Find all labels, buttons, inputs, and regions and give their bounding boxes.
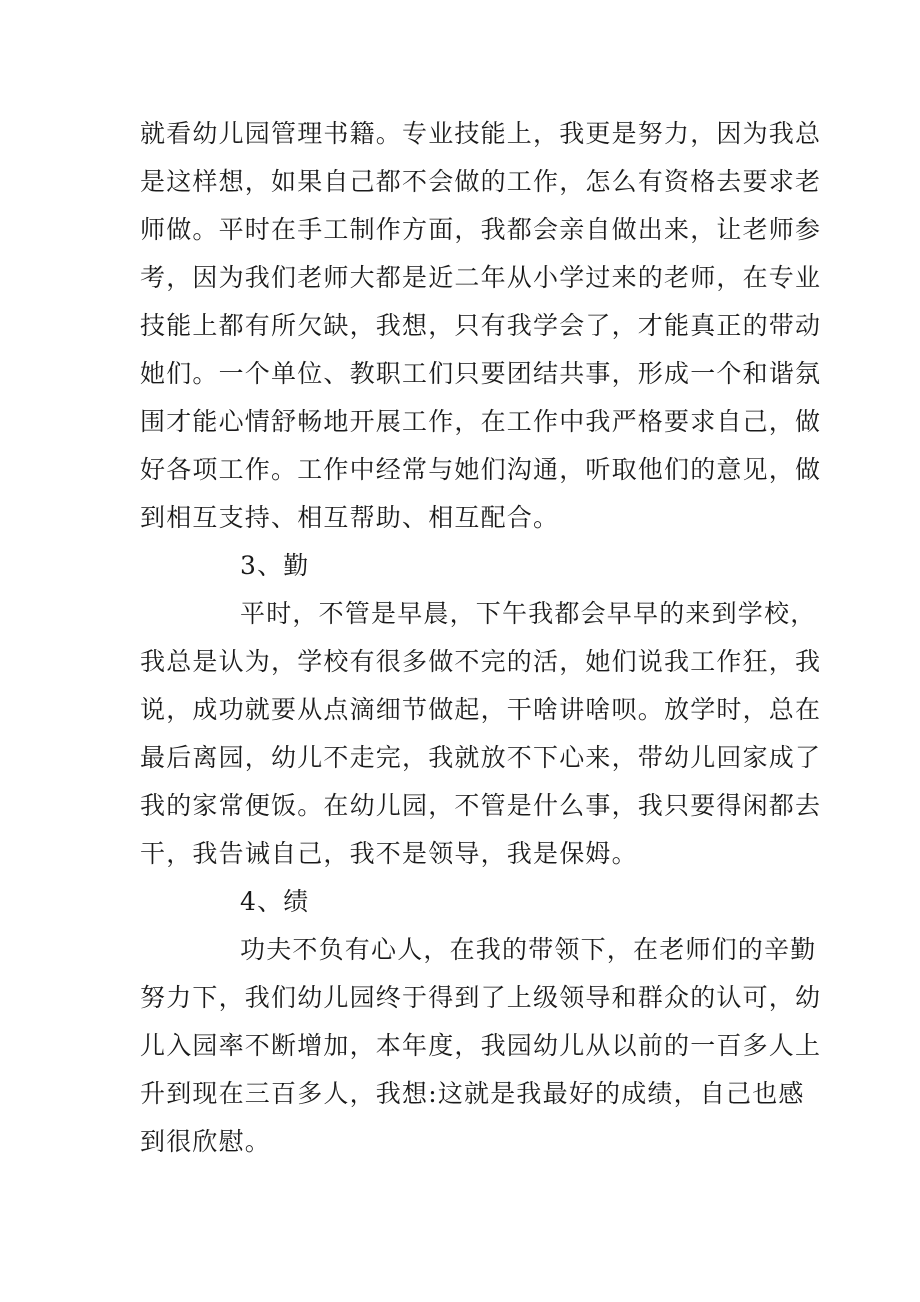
paragraph-first-line: 功夫不负有心人，在我的带领下，在老师们的辛勤 (240, 935, 817, 964)
text-line: 干，我告诫自己，我不是领导，我是保姆。 (140, 839, 638, 868)
text-line: 师做。平时在手工制作方面，我都会亲自做出来，让老师参 (140, 215, 822, 244)
text-line: 努力下，我们幼儿园终于得到了上级领导和群众的认可，幼 (140, 983, 822, 1012)
text-line: 我的家常便饭。在幼儿园，不管是什么事，我只要得闲都去 (140, 791, 822, 820)
text-line: 好各项工作。工作中经常与她们沟通，听取他们的意见，做 (140, 455, 822, 484)
section-heading-achievement: 4、绩 (240, 887, 310, 916)
text-line: 儿入园率不断增加，本年度，我园幼儿从以前的一百多人上 (140, 1031, 822, 1060)
text-line: 考，因为我们老师大都是近二年从小学过来的老师，在专业 (140, 263, 822, 292)
text-line: 升到现在三百多人，我想:这就是我最好的成绩，自己也感 (140, 1079, 805, 1108)
text-line: 到很欣慰。 (140, 1127, 272, 1156)
paragraph-first-line: 平时，不管是早晨，下午我都会早早的来到学校， (240, 599, 817, 628)
text-line: 最后离园，幼儿不走完，我就放不下心来，带幼儿回家成了 (140, 743, 822, 772)
section-heading-diligence: 3、勤 (240, 551, 310, 580)
text-line: 围才能心情舒畅地开展工作，在工作中我严格要求自己，做 (140, 407, 822, 436)
text-line: 她们。一个单位、教职工们只要团结共事，形成一个和谐氛 (140, 359, 822, 388)
text-line: 到相互支持、相互帮助、相互配合。 (140, 503, 560, 532)
text-line: 是这样想，如果自己都不会做的工作，怎么有资格去要求老 (140, 167, 822, 196)
text-line: 说，成功就要从点滴细节做起，干啥讲啥呗。放学时，总在 (140, 695, 822, 724)
body-text (140, 110, 822, 1166)
text-line: 我总是认为，学校有很多做不完的活，她们说我工作狂，我 (140, 647, 822, 676)
text-line: 就看幼儿园管理书籍。专业技能上，我更是努力，因为我总 (140, 119, 822, 148)
text-line: 技能上都有所欠缺，我想，只有我学会了，才能真正的带动 (140, 311, 822, 340)
